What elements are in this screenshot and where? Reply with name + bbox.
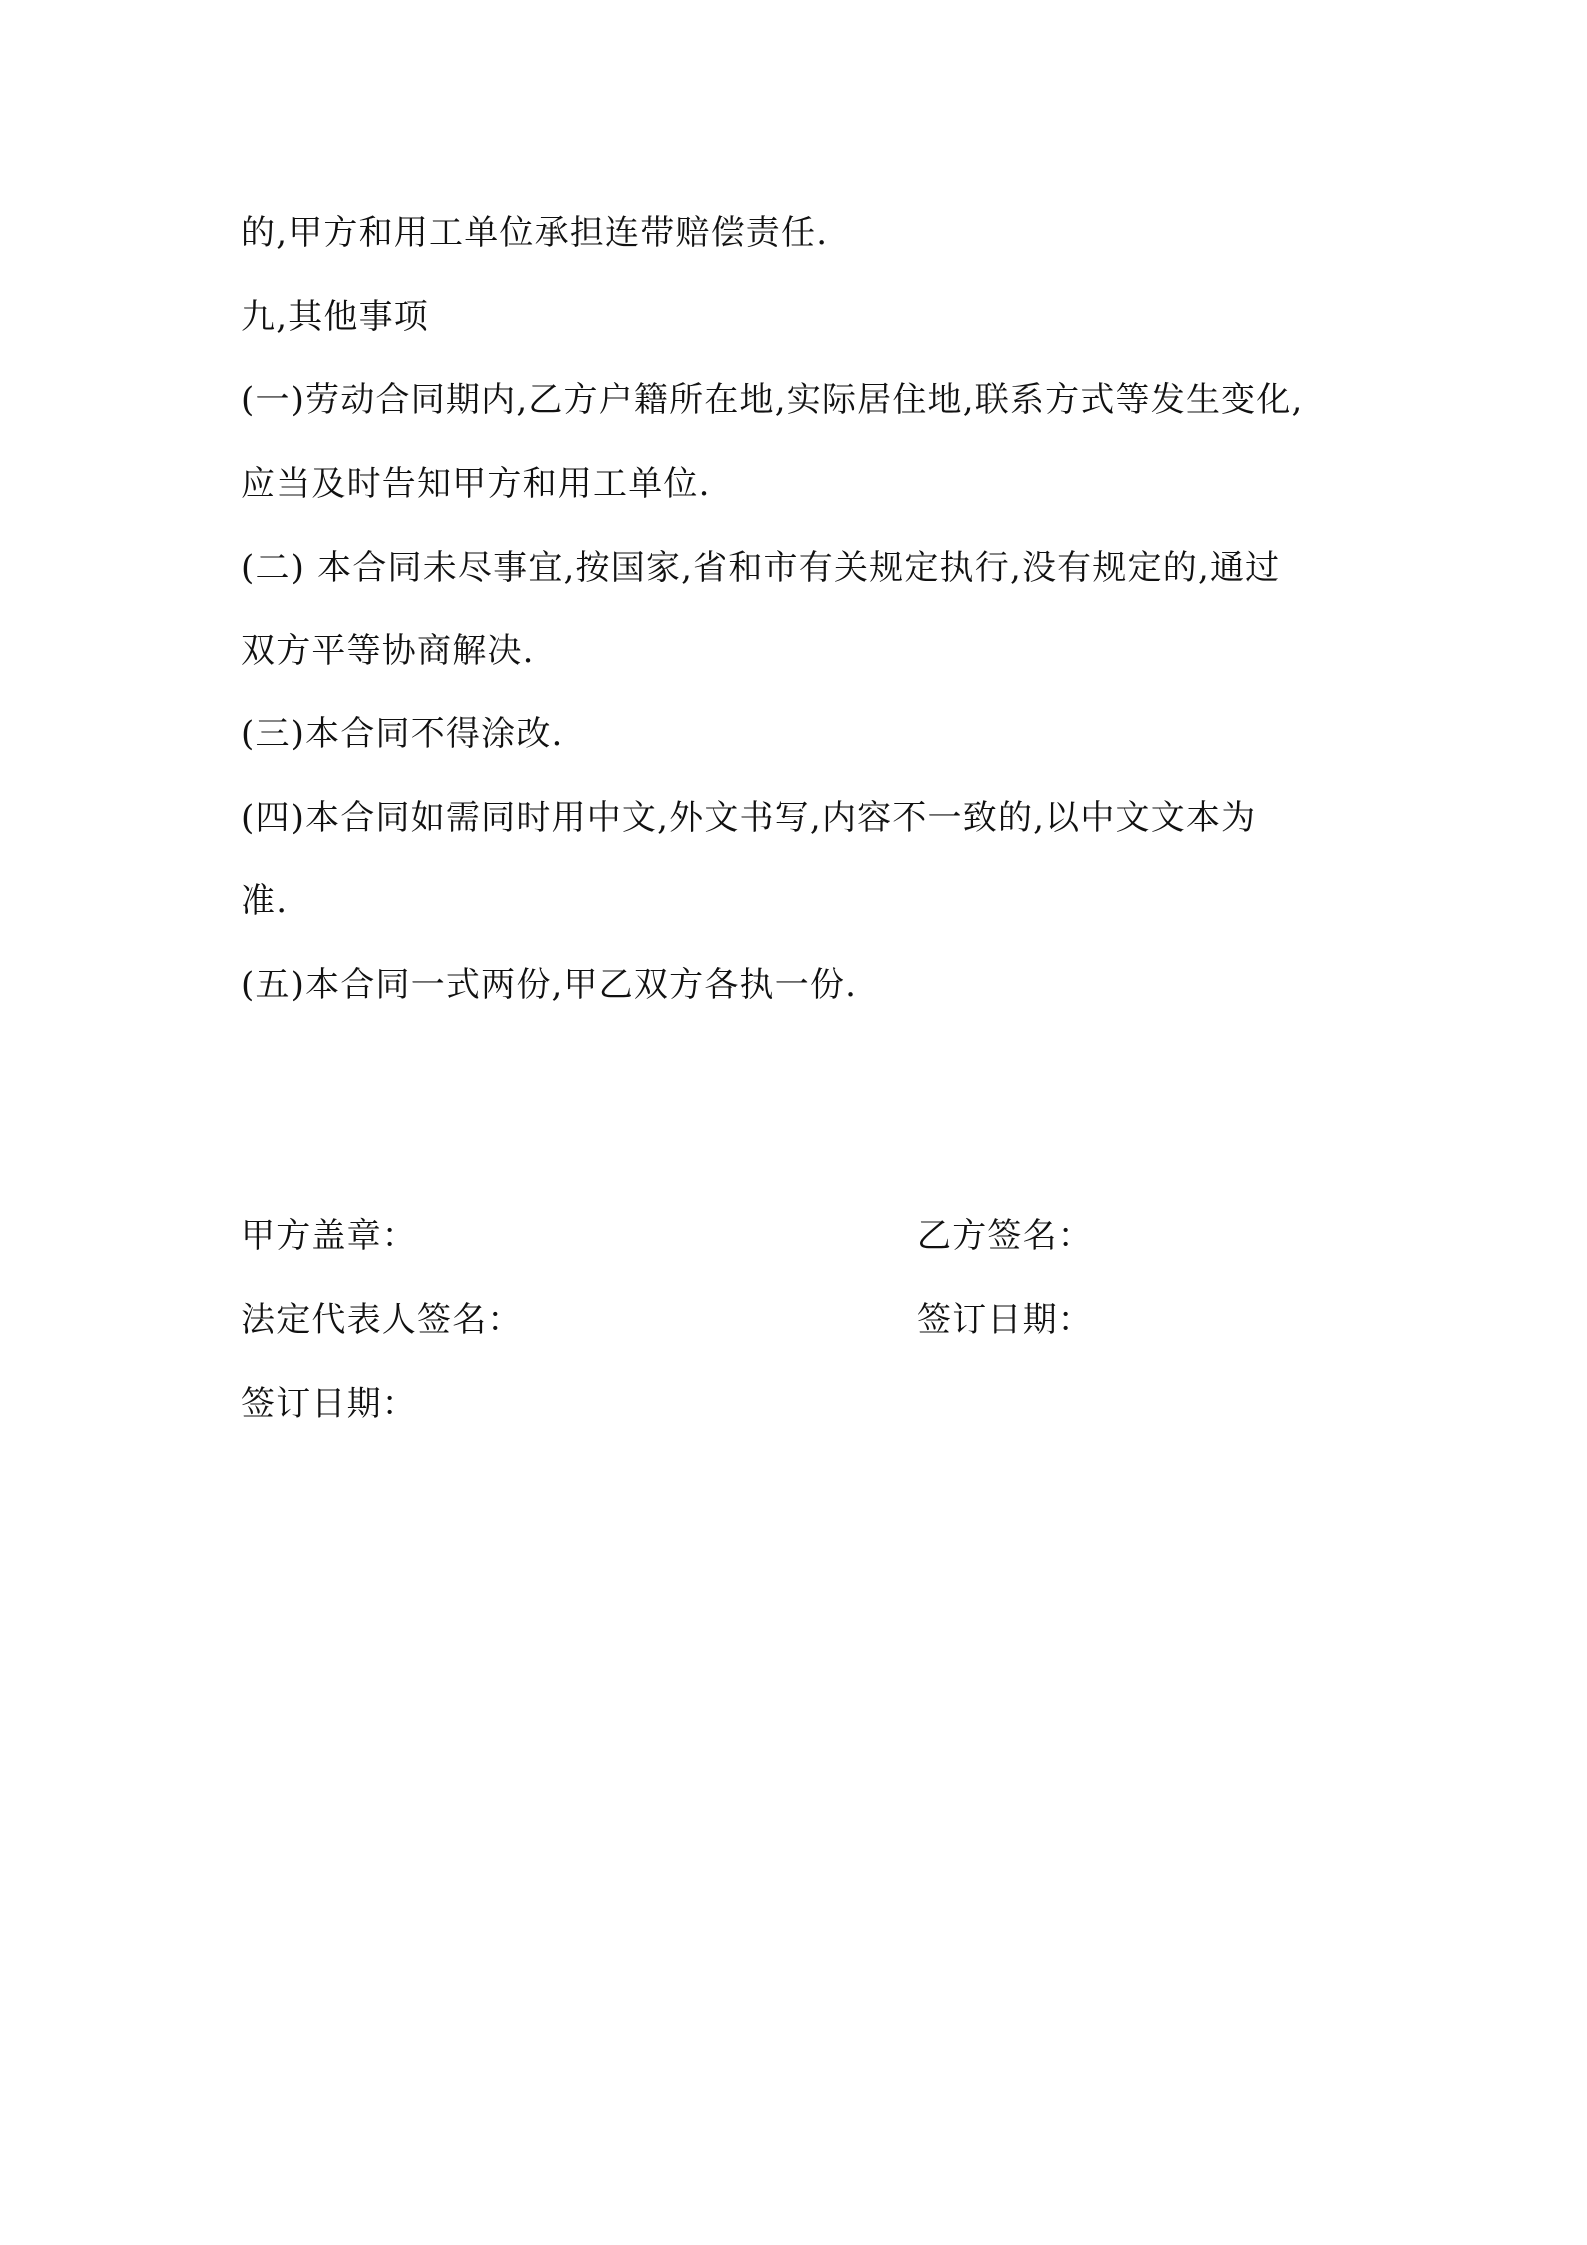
text-line: 准.: [241, 881, 289, 921]
legal-rep-sign-label: 法定代表人签名：: [241, 1300, 523, 1340]
text-line: 应当及时告知甲方和用工单位.: [241, 464, 711, 504]
party-b-sign-label: 乙方签名：: [917, 1216, 1093, 1256]
text-line: (四)本合同如需同时用中文,外文书写,内容不一致的,以中文文本为: [241, 798, 1257, 838]
text-line: 的,甲方和用工单位承担连带赔偿责任.: [241, 213, 829, 253]
party-b-date-label: 签订日期：: [917, 1300, 1093, 1340]
party-a-date-label: 签订日期：: [241, 1384, 417, 1424]
text-line: 双方平等协商解决.: [241, 631, 535, 671]
text-line: (三)本合同不得涂改.: [241, 714, 564, 754]
text-line: (五)本合同一式两份,甲乙双方各执一份.: [241, 965, 858, 1005]
text-line: (二) 本合同未尽事宜,按国家,省和市有关规定执行,没有规定的,通过: [241, 548, 1281, 588]
party-a-seal-label: 甲方盖章：: [241, 1216, 417, 1256]
section-heading: 九,其他事项: [241, 297, 430, 337]
text-line: (一)劳动合同期内,乙方户籍所在地,实际居住地,联系方式等发生变化,: [241, 380, 1304, 420]
